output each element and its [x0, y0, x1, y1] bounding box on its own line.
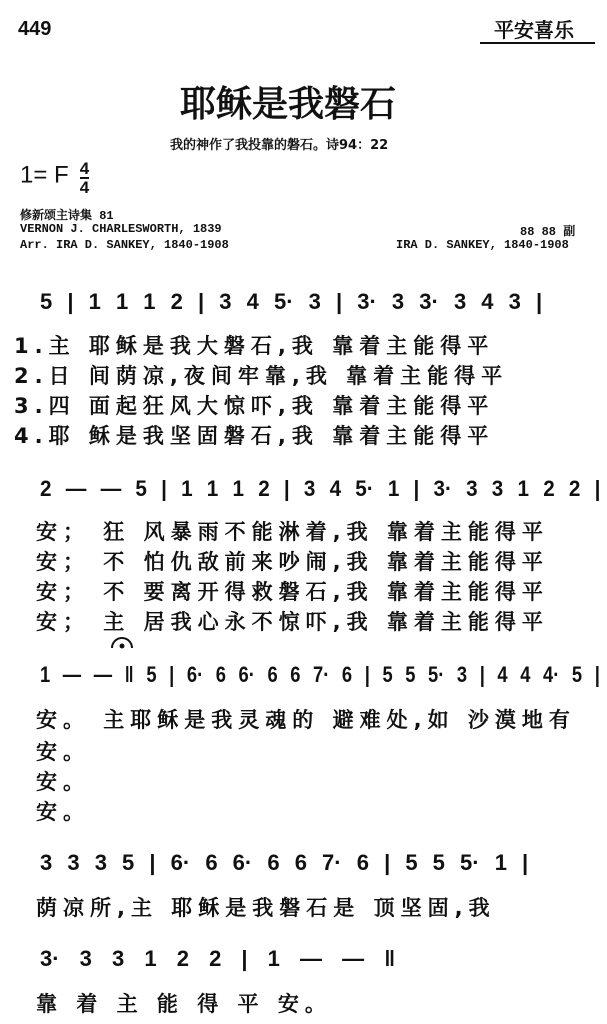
verse-1-line-1: 1.主 耶稣是我大磐石,我 靠着主能得平: [14, 334, 495, 358]
time-bottom: 4: [79, 178, 90, 197]
key-prefix: 1= F: [20, 161, 69, 189]
hymnal-reference: 修新颂主诗集 81: [20, 209, 114, 223]
header-rule: [480, 42, 595, 44]
verse-2-line-1: 2.日 间荫凉,夜间牢靠,我 靠着主能得平: [14, 364, 509, 388]
key-signature: [20, 160, 89, 196]
fermata-icon: [110, 632, 134, 654]
hymnal-tag: 平安喜乐: [494, 18, 574, 42]
verse-1-line-2: 安； 狂 风暴雨不能淋着,我 靠着主能得平: [36, 520, 549, 544]
verse-4-line-1: 4.耶 稣是我坚固磐石,我 靠着主能得平: [14, 424, 495, 448]
notation-line-2: 2 — — 5 | 1 1 1 2 | 3 4 5· 1 | 3· 3 3 1 2 2 |: [40, 476, 601, 501]
scripture-reference: 我的神作了我投靠的磐石。诗94：22: [170, 138, 389, 153]
arranger-credit: Arr. IRA D. SANKEY, 1840-1908: [20, 238, 229, 252]
verse-3-line-2: 安； 不 要离开得救磐石,我 靠着主能得平: [36, 580, 549, 604]
time-top: 4: [79, 159, 90, 178]
words-credit: VERNON J. CHARLESWORTH, 1839: [20, 222, 222, 236]
verse-2-line-2: 安； 不 怕仇敌前来吵闹,我 靠着主能得平: [36, 550, 549, 574]
music-credit: IRA D. SANKEY, 1840-1908: [396, 238, 569, 252]
notation-line-3: 1 — — ‖ 5 | 6· 6 6· 6 6 7· 6 | 5 5 5· 3 | 4 4 4· 5 |: [40, 662, 600, 687]
meter: 88 88 副: [520, 225, 576, 239]
verse-3-line-1: 3.四 面起狂风大惊吓,我 靠着主能得平: [14, 394, 495, 418]
refrain-line-2: 荫凉所,主 耶稣是我磐石是 顶坚固,我: [36, 896, 496, 920]
refrain-line-1: 安。 主耶稣是我灵魂的 避难处,如 沙漠地有: [36, 708, 576, 732]
refrain-line-3: 靠 着 主 能 得 平 安。: [36, 992, 332, 1016]
notation-line-5: 3· 3 3 1 2 2 | 1 — — ‖: [40, 946, 396, 971]
verse-4-line-2: 安； 主 居我心永不惊吓,我 靠着主能得平: [36, 610, 549, 634]
verse-3-end: 安。: [36, 770, 90, 794]
page-number: 449: [18, 18, 52, 40]
notation-line-4: 3 3 3 5 | 6· 6 6· 6 6 7· 6 | 5 5 5· 1 |: [40, 850, 529, 875]
time-signature: [80, 160, 89, 196]
page-title: 耶稣是我磐石: [180, 84, 397, 125]
notation-line-1: 5 | 1 1 1 2 | 3 4 5· 3 | 3· 3 3· 3 4 3 |: [40, 289, 543, 314]
verse-2-end: 安。: [36, 740, 90, 764]
verse-4-end: 安。: [36, 800, 90, 824]
